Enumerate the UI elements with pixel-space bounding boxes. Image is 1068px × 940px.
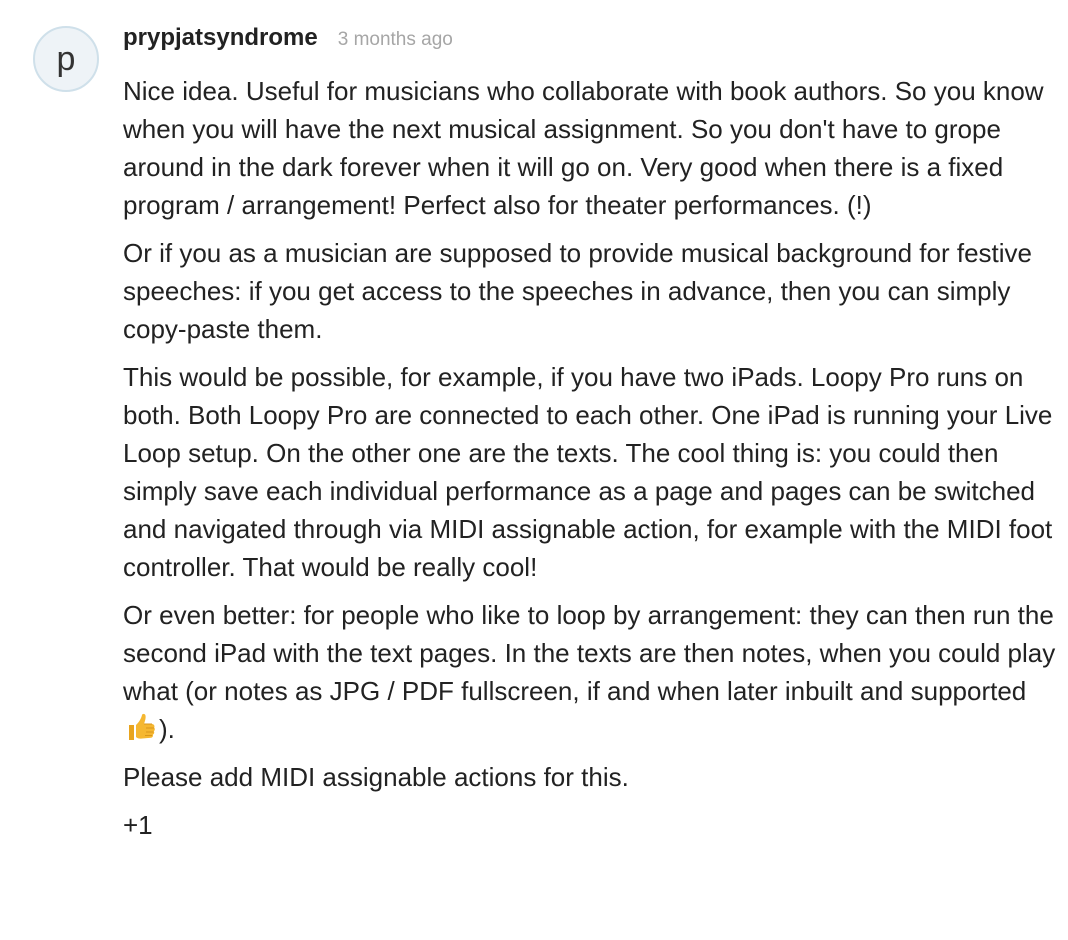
timestamp[interactable]: 3 months ago (337, 29, 453, 50)
thumbs-up-icon (125, 711, 157, 743)
paragraph: This would be possible, for example, if you have two iPads. Loopy Pro runs on both. Both Loopy Pro are connected to each other. One iPad is running your Live Loop setup. On the other one are the texts. The cool thing is: you could then simply save each individual performance as a page and pages can be switched and navigated through via MIDI assignable action, for example with the MIDI foot controller. That would be really cool! (123, 362, 1053, 582)
avatar[interactable]: p (33, 26, 99, 92)
comment-meta (123, 24, 453, 60)
paragraph: Or if you as a musician are supposed to provide musical background for festive speeches: if you get access to the speeches in advance, then you can simply copy-paste them. (123, 238, 1033, 344)
vote-count: +1 (123, 810, 153, 840)
author-link[interactable]: prypjatsyndrome (123, 24, 318, 51)
paragraph: Nice idea. Useful for musicians who collaborate with book authors. So you know when you will have the next musical assignment. So you don't have to grope around in the dark forever when it will go on. Very good when there is a fixed program / arrangement! Perfect also for theater performances. (!) (123, 76, 1044, 220)
paragraph-text: Or even better: for people who like to loop by arrangement: they can then run the second iPad with the text pages. In the texts are then notes, when you could play what (or notes as JPG / PDF fullscreen, if and when later inbuilt and supported (123, 600, 1056, 706)
paragraph-text-end: ). (159, 714, 175, 744)
comment-body (123, 72, 1063, 854)
paragraph: Please add MIDI assignable actions for this. (123, 762, 629, 792)
paragraph (123, 596, 1063, 748)
